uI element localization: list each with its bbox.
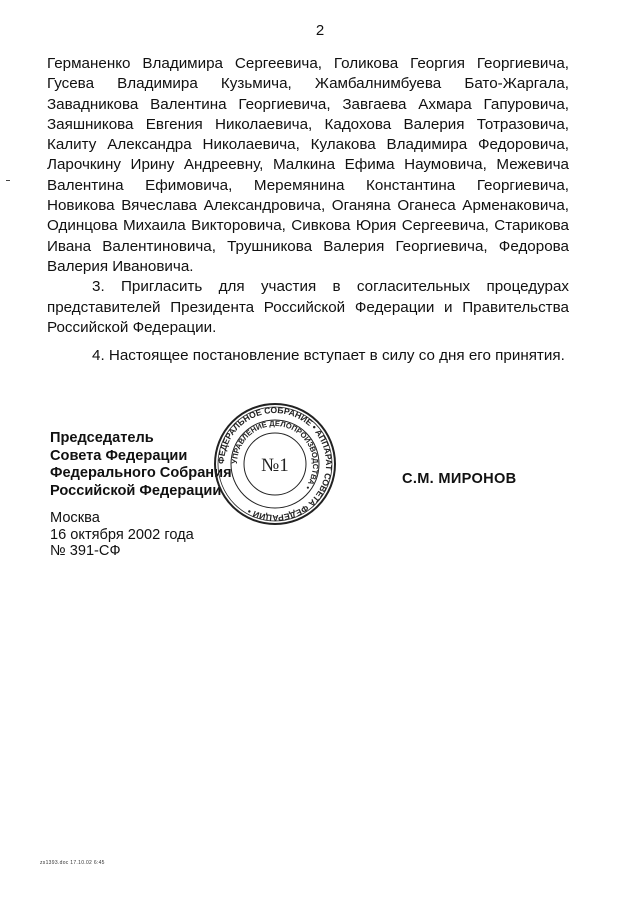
document-body [47,54,569,366]
names-paragraph: Германенко Владимира Сергеевича, Голикова Георгия Георгиевича, Гусева Владимира Кузьмича, Жамбалнимбуева Бато-Жаргала, Завадникова Валентина Георгиевича, Завгаева Ахмара Гапуровича, Заяшникова Евгения Николаевича, Кадохова Валерия Тотразовича, Калиту Александра Николаевича, Кулакова Владимира Федоровича, Ларочкину Ирину Андреевну, Малкина Ефима Наумовича, Межевича Валентина Ефимовича, Меремянина Константина Георгиевича, Новикова Вячеслава Александровича, Оганяна Оганеса Арменаковича, Одинцова Михаила Викторовича, Сивкова Юрия Сергеевича, Старикова Ивана Валентиновича, Трушникова Валерия Георгиевича, Федорова Валерия Ивановича. [47,55,569,275]
stamp-outer-text: ФЕДЕРАЛЬНОЕ СОБРАНИЕ • АППАРАТ СОВЕТА ФЕДЕРАЦИИ • [215,404,335,524]
item-3-paragraph: 3. Пригласить для участия в согласительных процедурах представителей Президента Российской Федерации и Правительства Российской Федерации. [47,278,569,336]
signer-position-line: Федерального Собрания [50,465,232,481]
issue-number: № 391-СФ [50,543,121,559]
file-footer-code: zs1393.doc 17.10.02 6:45 [40,860,105,866]
signer-position-line: Председатель [50,430,154,446]
signer-name: С.М. МИРОНОВ [402,471,517,487]
signer-position-line: Совета Федерации [50,447,188,464]
stamp-inner-text: УПРАВЛЕНИЕ ДЕЛОПРОИЗВОДСТВА • [229,418,321,492]
page-number: 2 [315,22,325,39]
issue-date: 16 октября 2002 года [50,526,194,543]
issue-place: Москва [50,510,100,526]
item-4-paragraph: 4. Настоящее постановление вступает в силу со дня его принятия. [92,347,565,365]
issue-details [50,510,194,560]
stamp-center-number: №1 [261,455,289,476]
signer-position-line: Российской Федерации [50,482,222,499]
margin-mark [6,180,10,181]
official-seal-stamp [212,401,338,527]
